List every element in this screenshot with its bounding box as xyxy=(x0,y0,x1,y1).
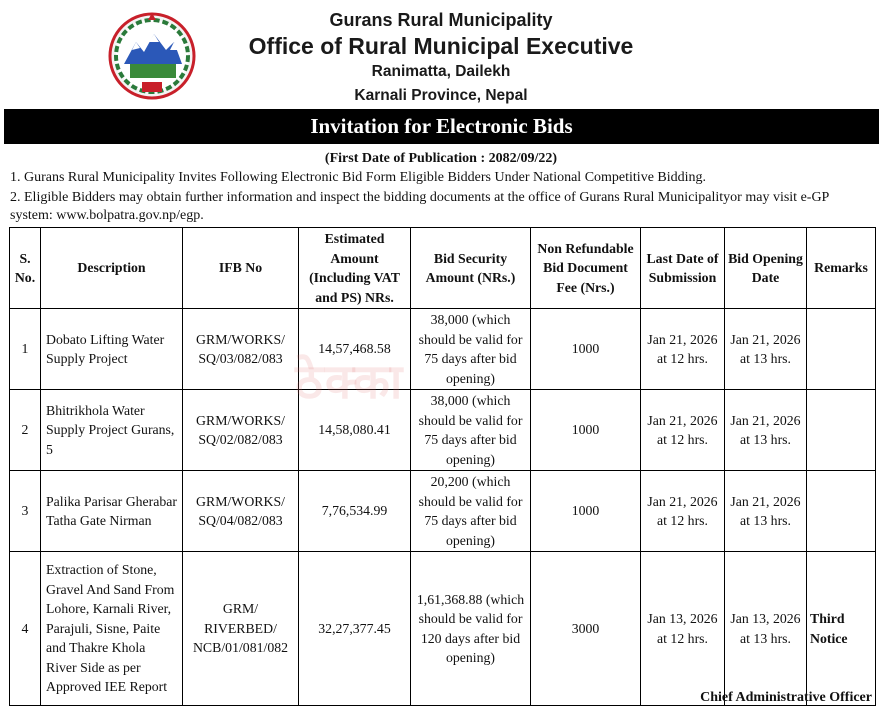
row-security: 1,61,368.88 (which should be valid for 120 days after bid opening) xyxy=(411,552,531,706)
row-fee: 1000 xyxy=(531,390,641,471)
row-sn: 1 xyxy=(10,309,41,390)
row-submission: Jan 21, 2026 at 12 hrs. xyxy=(641,471,725,552)
paragraph-1: 1. Gurans Rural Municipality Invites Following Electronic Bid Form Eligible Bidders Under National Competitive Bidding. xyxy=(10,170,707,185)
table-row xyxy=(10,552,876,706)
row-ifb: GRM/WORKS/ SQ/03/082/083 xyxy=(183,309,299,390)
notice-banner: Invitation for Electronic Bids xyxy=(4,109,879,144)
col-header-ifb: IFB No xyxy=(183,228,299,309)
row-fee: 1000 xyxy=(531,471,641,552)
col-header-security: Bid Security Amount (NRs.) xyxy=(411,228,531,309)
row-amount: 14,58,080.41 xyxy=(299,390,411,471)
col-header-opening: Bid Opening Date xyxy=(725,228,807,309)
col-header-remarks: Remarks xyxy=(807,228,876,309)
publication-date: (First Date of Publication : 2082/09/22) xyxy=(324,151,558,166)
row-remarks: Third Notice xyxy=(807,552,876,706)
row-security: 38,000 (which should be valid for 75 days after bid opening) xyxy=(411,309,531,390)
row-opening: Jan 21, 2026 at 13 hrs. xyxy=(725,390,807,471)
row-sn: 4 xyxy=(10,552,41,706)
row-remarks xyxy=(807,390,876,471)
row-submission: Jan 21, 2026 at 12 hrs. xyxy=(641,390,725,471)
row-remarks xyxy=(807,471,876,552)
office-title: Office of Rural Municipal Executive xyxy=(248,33,634,59)
row-ifb: GRM/ RIVERBED/ NCB/01/081/082 xyxy=(183,552,299,706)
row-amount: 32,27,377.45 xyxy=(299,552,411,706)
row-opening: Jan 21, 2026 at 13 hrs. xyxy=(725,309,807,390)
row-amount: 14,57,468.58 xyxy=(299,309,411,390)
row-description: Dobato Lifting Water Supply Project xyxy=(41,309,183,390)
row-submission: Jan 21, 2026 at 12 hrs. xyxy=(641,309,725,390)
row-opening: Jan 13, 2026 at 13 hrs. xyxy=(725,552,807,706)
col-header-amount: Estimated Amount (Including VAT and PS) NRs. xyxy=(299,228,411,309)
row-security: 20,200 (which should be valid for 75 days after bid opening) xyxy=(411,471,531,552)
col-header-fee: Non Refundable Bid Document Fee (Nrs.) xyxy=(531,228,641,309)
table-header-row xyxy=(10,228,876,309)
row-description: Palika Parisar Gherabar Tatha Gate Nirman xyxy=(41,471,183,552)
row-ifb: GRM/WORKS/ SQ/02/082/083 xyxy=(183,390,299,471)
table-row xyxy=(10,471,876,552)
row-submission: Jan 13, 2026 at 12 hrs. xyxy=(641,552,725,706)
col-header-description: Description xyxy=(41,228,183,309)
office-province: Karnali Province, Nepal xyxy=(354,87,528,104)
table-row xyxy=(10,390,876,471)
office-location: Ranimatta, Dailekh xyxy=(371,63,511,80)
row-security: 38,000 (which should be valid for 75 days after bid opening) xyxy=(411,390,531,471)
bids-table xyxy=(9,227,876,706)
row-description: Bhitrikhola Water Supply Project Gurans, 5 xyxy=(41,390,183,471)
row-description: Extraction of Stone, Gravel And Sand From Lohore, Karnali River, Parajuli, Sisne, Paite and Thakre Khola River Side as per Approved IEE Report xyxy=(41,552,183,706)
row-ifb: GRM/WORKS/ SQ/04/082/083 xyxy=(183,471,299,552)
row-opening: Jan 21, 2026 at 13 hrs. xyxy=(725,471,807,552)
paragraph-2: 2. Eligible Bidders may obtain further information and inspect the bidding documents at the office of Gurans Rural Municipalityor may visit e-GP system: www.bolpatra.gov.np/egp. xyxy=(10,190,829,223)
table-row xyxy=(10,309,876,390)
col-header-submission: Last Date of Submission xyxy=(641,228,725,309)
signature-title: Chief Administrative Officer xyxy=(700,690,872,705)
row-fee: 3000 xyxy=(531,552,641,706)
row-fee: 1000 xyxy=(531,309,641,390)
row-remarks xyxy=(807,309,876,390)
row-sn: 2 xyxy=(10,390,41,471)
watermark: ठेक्का xyxy=(295,354,405,410)
col-header-sn: S. No. xyxy=(10,228,41,309)
row-amount: 7,76,534.99 xyxy=(299,471,411,552)
row-sn: 3 xyxy=(10,471,41,552)
municipality-name: Gurans Rural Municipality xyxy=(329,10,553,30)
